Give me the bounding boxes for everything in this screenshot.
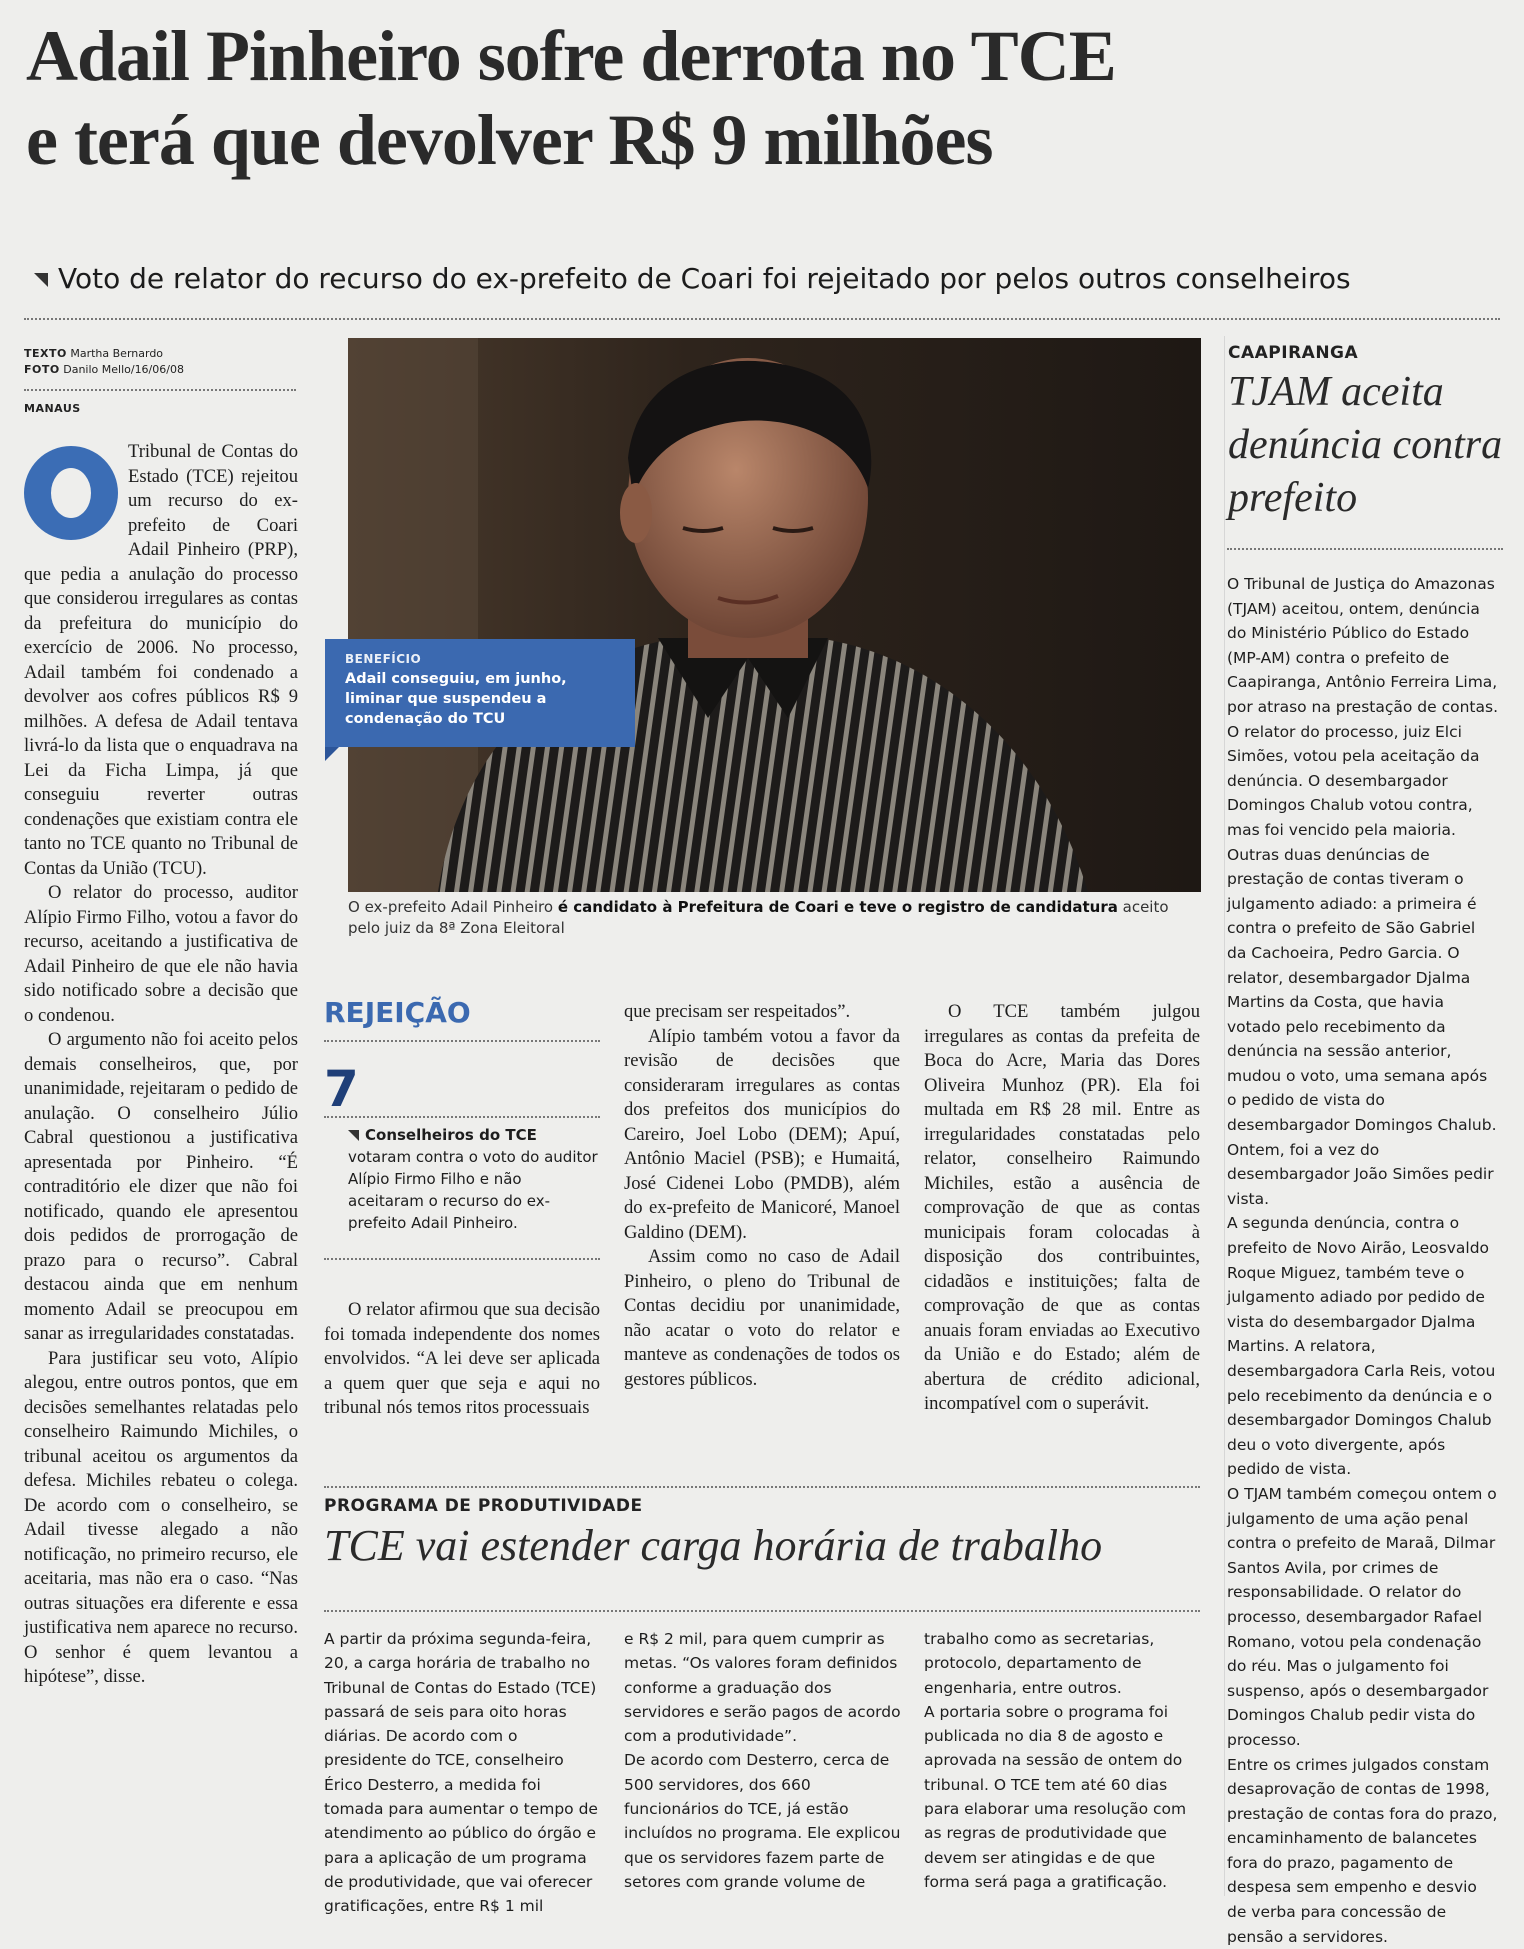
article-photo bbox=[348, 338, 1201, 892]
subheadline-text: Voto de relator do recurso do ex-prefeito de Coari foi rejeitado por pelos outros conselheiros bbox=[58, 262, 1351, 295]
triangle-bullet-icon bbox=[348, 1130, 359, 1141]
program-title: TCE vai estender carga horária de trabalho bbox=[324, 1520, 1102, 1572]
headline-line-1: Adail Pinheiro sofre derrota no TCE bbox=[26, 16, 1116, 96]
article-column-4 bbox=[924, 1000, 1200, 1417]
article-paragraph: O relator do processo, auditor Alípio Firmo Filho, votou a favor do recurso, aceitando a justificativa de Adail Pinheiro de que ele não havia sido notificado sobre a decisão que o condenou. bbox=[24, 881, 298, 1028]
article-paragraph: O argumento não foi aceito pelos demais conselheiros, que, por unanimidade, rejeitaram o pedido de anulação. O conselheiro Júlio Cabral questionou a justificativa apresentada por Pinheiro. “É contraditório ele dizer que não foi notificado, quando ele apresentou dois pedidos de prorrogação de prazo para o recurso”. Cabral destacou ainda que em nenhum momento Adail se preocupou em sanar as irregularidades constatadas. bbox=[24, 1028, 298, 1347]
sidebar-paragraph: A segunda denúncia, contra o prefeito de Novo Airão, Leosvaldo Roque Miguez, também teve o julgamento adiado por pedido de vista do desembargador Djalma Martins. A relatora, desembargadora Carla Reis, votou pelo recebimento da denúncia e o desembargador Domingos Chalub deu o voto divergente, após pedido de vista. bbox=[1227, 1211, 1499, 1482]
article-paragraph: Para justificar seu voto, Alípio alegou, entre outros pontos, que em decisões semelhantes relatadas pelo conselheiro Raimundo Michiles, o tribunal aceitou os argumentos da defesa. Michiles rebateu o colega. De acordo com o conselheiro, se Adail tivesse alegado a não notificação, no primeiro recurso, ele aceitaria, mas não era o caso. “Nas outras situações era diferente e essa justificativa nem aparece no recurso. O senhor é quem levantou a hipótese”, disse. bbox=[24, 1347, 298, 1690]
program-column-1 bbox=[324, 1627, 602, 1919]
divider bbox=[324, 1116, 600, 1118]
sidebar-kicker: CAAPIRANGA bbox=[1228, 343, 1358, 363]
credit-text-name: Martha Bernardo bbox=[70, 347, 163, 360]
program-kicker: PROGRAMA DE PRODUTIVIDADE bbox=[324, 1496, 643, 1516]
credit-photo-label: FOTO bbox=[24, 363, 60, 376]
box-number: 7 bbox=[324, 1060, 359, 1118]
divider bbox=[324, 1486, 1200, 1488]
photo-tag-label: BENEFÍCIO bbox=[345, 649, 623, 669]
program-paragraph: De acordo com Desterro, cerca de 500 servidores, dos 660 funcionários do TCE, já estão incluídos no programa. Ele explicou que os servidores fazem parte de setores com grande volume de bbox=[624, 1748, 902, 1894]
article-column-3 bbox=[624, 1000, 900, 1392]
subheadline bbox=[34, 262, 1454, 295]
program-column-2 bbox=[624, 1627, 902, 1894]
article-paragraph: O TCE também julgou irregulares as contas da prefeita de Boca do Acre, Maria das Dores Oliveira Munhoz (PR). Ela foi multada em R$ 28 mil. Entre as irregularidades constatadas pelo relator, conselheiro Raimundo Michiles, estão a ausência de comprovação de que as contas municipais foram colocadas à disposição dos contribuintes, cidadãos e instituições; falta de comprovação de que as contas anuais foram enviadas ao Executivo da União e do Estado; além de abertura de crédito adicional, incompatível com o superávit. bbox=[924, 1000, 1200, 1417]
drop-cap-o-icon bbox=[24, 446, 118, 540]
box-text: Conselheiros do TCE votaram contra o voto do auditor Alípio Firmo Filho e não aceitaram o recurso do ex-prefeito Adail Pinheiro. bbox=[348, 1124, 598, 1234]
credit-text-label: TEXTO bbox=[24, 347, 67, 360]
article-column-1 bbox=[24, 440, 298, 1690]
program-paragraph: A partir da próxima segunda-feira, 20, a carga horária de trabalho no Tribunal de Contas do Estado (TCE) passará de seis para oito horas diárias. De acordo com o presidente do TCE, conselheiro Érico Desterro, a medida foi tomada para aumentar o tempo de atendimento ao público do órgão e para a aplicação de um programa de produtividade, que vai oferecer gratificações, entre R$ 1 mil bbox=[324, 1627, 602, 1919]
divider bbox=[24, 389, 296, 391]
article-paragraph: Assim como no caso de Adail Pinheiro, o pleno do Tribunal de Contas decidiu por unanimidade, não acatar o voto do relator e manteve as condenações de todos os gestores públicos. bbox=[624, 1245, 900, 1392]
box-kicker: REJEIÇÃO bbox=[324, 996, 471, 1029]
credit-photo-name: Danilo Mello/16/06/08 bbox=[63, 363, 184, 376]
article-column-2 bbox=[324, 1298, 600, 1421]
sidebar-paragraph: O Tribunal de Justiça do Amazonas (TJAM) aceitou, ontem, denúncia do Ministério Público do Estado (MP-AM) contra o prefeito de Caapiranga, Antônio Ferreira Lima, por atraso na prestação de contas. O relator do processo, juiz Elci Simões, votou pela aceitação da denúncia. O desembargador Domingos Chalub votou contra, mas foi vencido pela maioria. bbox=[1227, 572, 1499, 843]
divider bbox=[324, 1040, 600, 1042]
triangle-bullet-icon bbox=[34, 273, 48, 287]
program-paragraph: A portaria sobre o programa foi publicada no dia 8 de agosto e aprovada na sessão de ontem do tribunal. O TCE tem até 60 dias para elaborar uma resolução com as regras de produtividade que devem ser atingidas e de que forma será paga a gratificação. bbox=[924, 1700, 1202, 1894]
photo-illustration bbox=[348, 338, 1201, 892]
headline bbox=[26, 14, 1446, 182]
sidebar-body bbox=[1227, 572, 1499, 1949]
program-column-3 bbox=[924, 1627, 1202, 1894]
sidebar-title: TJAM aceita denúncia contra prefeito bbox=[1228, 366, 1518, 525]
program-paragraph: trabalho como as secretarias, protocolo, departamento de engenharia, entre outros. bbox=[924, 1627, 1202, 1700]
tag-notch bbox=[325, 747, 339, 761]
photo-tag bbox=[325, 639, 635, 747]
article-paragraph: Tribunal de Contas do Estado (TCE) rejeitou um recurso do ex-prefeito de Coari Adail Pinheiro (PRP), que pedia a anulação do processo que considerou irregulares as contas da prefeitura do município do exercício de 2006. No processo, Adail também foi condenado a devolver aos cofres públicos R$ 9 milhões. A defesa de Adail tentava livrá-lo da lista que o enquadrava na Lei da Ficha Limpa, já que conseguiu reverter outras condenações que existiam contra ele tanto no TCE quanto no Tribunal de Contas da União (TCU). bbox=[24, 440, 298, 881]
photo-tag-text: Adail conseguiu, em junho, liminar que suspendeu a condenação do TCU bbox=[345, 669, 623, 729]
article-paragraph: que precisam ser respeitados”. bbox=[624, 1000, 900, 1025]
dateline: MANAUS bbox=[24, 402, 81, 415]
sidebar-paragraph: Outras duas denúncias de prestação de contas tiveram o julgamento adiado: a primeira é contra o prefeito de São Gabriel da Cachoeira, Pedro Garcia. O relator, desembargador Djalma Martins da Costa, que havia votado pelo recebimento da denúncia na sessão anterior, mudou o voto, uma semana após o pedido de vista do desembargador Domingos Chalub. Ontem, foi a vez do desembargador João Simões pedir vista. bbox=[1227, 843, 1499, 1212]
article-paragraph: O relator afirmou que sua decisão foi tomada independente dos nomes envolvidos. “A lei deve ser aplicada a quem quer que seja e aqui no tribunal nós temos ritos processuais bbox=[324, 1298, 600, 1421]
headline-line-2: e terá que devolver R$ 9 milhões bbox=[26, 100, 993, 180]
photo-caption: O ex-prefeito Adail Pinheiro é candidato à Prefeitura de Coari e teve o registro de candidatura aceito pelo juiz da 8ª Zona Eleitoral bbox=[348, 897, 1201, 939]
divider bbox=[324, 1610, 1200, 1612]
divider bbox=[1227, 548, 1503, 550]
divider bbox=[24, 318, 1500, 320]
sidebar-separator bbox=[1224, 336, 1225, 1896]
sidebar-paragraph: O TJAM também começou ontem o julgamento de uma ação penal contra o prefeito de Maraã, Dilmar Santos Avila, por crimes de responsabilidade. O relator do processo, desembargador Rafael Romano, votou pela condenação do réu. Mas o julgamento foi suspenso, após o desembargador Domingos Chalub pedir vista do processo. bbox=[1227, 1482, 1499, 1753]
program-paragraph: e R$ 2 mil, para quem cumprir as metas. “Os valores foram definidos conforme a graduação dos servidores e serão pagos de acordo com a produtividade”. bbox=[624, 1627, 902, 1748]
article-paragraph: Alípio também votou a favor da revisão de decisões que consideraram irregulares as contas dos prefeitos dos municípios do Careiro, Joel Lobo (DEM); Apuí, Antônio Maciel (PSB); e Humaitá, José Cidenei Lobo (PMDB), além do ex-prefeito de Manicoré, Manoel Galdino (DEM). bbox=[624, 1025, 900, 1246]
divider bbox=[324, 1258, 600, 1260]
sidebar-paragraph: Entre os crimes julgados constam desaprovação de contas de 1998, prestação de contas fora do prazo, encaminhamento de balancetes fora do prazo, pagamento de despesa sem empenho e desvio de verba para concessão de pensão a servidores. bbox=[1227, 1753, 1499, 1949]
byline bbox=[24, 346, 184, 378]
